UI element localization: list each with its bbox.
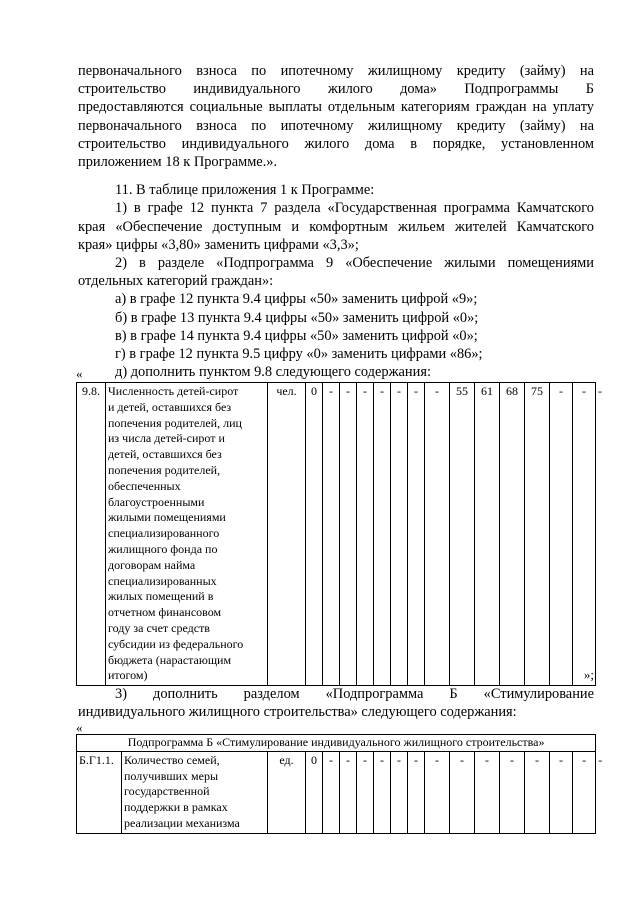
value-cell: - [340, 751, 357, 833]
value-cell: - [391, 751, 408, 833]
value-cell: - [573, 751, 596, 833]
description-line: году за счет средств [108, 620, 210, 635]
text-line: 2) в разделе «Подпрограмма 9 «Обеспечение жилыми помещениями [115, 255, 594, 272]
value-cell: - [425, 751, 450, 833]
description-line: поддержки в рамках [124, 800, 228, 815]
description-line: жилыми помещениями [108, 510, 226, 525]
value-cell: - [450, 751, 475, 833]
description-line: Количество семей, [124, 752, 220, 767]
text-line: отдельных категорий граждан»: [78, 273, 274, 290]
value-cell: - [340, 383, 357, 686]
description-line: договорам найма [108, 557, 196, 572]
value-cell: - [374, 383, 391, 686]
description-line: и детей, оставшихся без [108, 399, 232, 414]
value-cell: - [550, 383, 573, 686]
description-line: жилищного фонда по [108, 541, 218, 556]
text-line: строительство индивидуального жилого дома» Подпрограммы Б [78, 81, 594, 98]
value-cell: - [391, 383, 408, 686]
description-line: специализированного [108, 526, 220, 541]
value-cell: - [323, 383, 340, 686]
value-cell: 0 [306, 383, 323, 686]
value-cell: - [408, 751, 425, 833]
text-line: края» цифры «3,80» заменить цифрами «3,3»; [78, 236, 359, 253]
value-cell: - [425, 383, 450, 686]
description-line: попечения родителей, [108, 462, 221, 477]
unit-cell: чел. [268, 383, 306, 686]
description-line: обеспеченных [108, 478, 181, 493]
sub-item: в) в графе 14 пункта 9.4 цифры «50» заменить цифрой «0»; [115, 327, 478, 344]
quote-close: »; [583, 667, 594, 682]
description-line: отчетном финансовом [108, 605, 222, 620]
description-line: реализации механизма [124, 815, 240, 830]
description-line: специализированных [108, 573, 217, 588]
table-item-9-8 [76, 382, 602, 686]
value-cell: 55 [450, 383, 475, 686]
table-subprogram-b [76, 734, 603, 834]
value-cell: - [500, 751, 525, 833]
text-line: предоставляются социальные выплаты отдельным категориям граждан на уплату [78, 99, 594, 116]
value-cell: - [374, 751, 391, 833]
quote-open: « [76, 366, 83, 381]
sub-item: г) в графе 12 пункта 9.5 цифру «0» заменить цифрами «86»; [115, 346, 483, 363]
text-line: первоначального взноса по ипотечному жилищному кредиту (займу) на [78, 117, 594, 134]
value-cell: - [357, 383, 374, 686]
description-line: детей, оставшихся без [108, 447, 222, 462]
text-line: первоначального взноса по ипотечному жилищному кредиту (займу) на [78, 63, 594, 79]
indicator-description [122, 751, 268, 833]
row-number: Б.Г1.1. [77, 751, 122, 833]
value-cell: 0 [306, 751, 323, 833]
description-line: жилых помещений в [108, 589, 214, 604]
value-cell: - [475, 751, 500, 833]
description-line: получивших меры [124, 768, 219, 783]
table-row: 9.8. Численность детей-сирот и детей, оставшихся без попечения родителей, лиц из числа детей-сирот и детей, оставшихся без попечения родителей, обеспеченных благоустроенными жилыми помещениями специализированного жилищного фонда по договорам найма специализированных жилых помещений в отчетном финансовом году за счет средств субсидии из федерального бюджета (нарастающим итогом) чел. 0 - - - - - - - 55 61 68 75 - - - [77, 383, 596, 686]
quote-open-2: « [76, 720, 83, 735]
description-line: из числа детей-сирот и [108, 431, 225, 446]
indicator-description [106, 383, 268, 686]
description-line: попечения родителей, лиц [108, 415, 242, 430]
description-line: субсидии из федерального [108, 636, 244, 651]
value-cell: - [550, 751, 573, 833]
description-line: государственной [124, 784, 210, 799]
text-line: 1) в графе 12 пункта 7 раздела «Государственная программа Камчатского [115, 200, 594, 217]
value-cell: 61 [475, 383, 500, 686]
table-header-row [77, 735, 596, 752]
value-cell: 75 [525, 383, 550, 686]
value-cell: - [408, 383, 425, 686]
sub-item: д) дополнить пунктом 9.8 следующего содержания: [115, 364, 431, 381]
value-cell: - [357, 751, 374, 833]
sub-item: а) в графе 12 пункта 9.4 цифры «50» заменить цифрой «9»; [115, 291, 478, 308]
subprogram-header: Подпрограмма Б «Стимулирование индивидуального жилищного строительства» [77, 735, 596, 752]
value-cell: 68 [500, 383, 525, 686]
text-line: строительство индивидуального жилого дома в порядке, установленном [78, 135, 594, 152]
text-line: 3) дополнить разделом «Подпрограмма Б «Стимулирование [115, 686, 594, 702]
sub-item: б) в графе 13 пункта 9.4 цифры «50» заменить цифрой «0»; [115, 309, 479, 326]
value-cell: - [323, 751, 340, 833]
document-text [78, 62, 594, 381]
item-11-heading: 11. В таблице приложения 1 к Программе: [115, 182, 375, 199]
value-cell: - [525, 751, 550, 833]
description-line: благоустроенными [108, 494, 205, 509]
document-text-lower [78, 685, 594, 721]
text-line: края «Обеспечение доступным и комфортным жильем жителей Камчатского [78, 218, 594, 235]
description-line: итогом) [108, 668, 148, 683]
description-line: Численность детей-сирот [108, 384, 239, 398]
description-line: бюджета (нарастающим [108, 652, 232, 667]
value-cell: - [573, 383, 596, 686]
unit-cell: ед. [268, 751, 306, 833]
table-row: Б.Г1.1. Количество семей, получивших меры государственной поддержки в рамках реализации механизма ед. 0 - - - - - - - - - - - - - - [77, 751, 596, 833]
text-line: индивидуального жилищного строительства» следующего содержания: [78, 704, 517, 721]
text-line: приложением 18 к Программе.». [78, 154, 278, 171]
row-number: 9.8. [77, 383, 106, 686]
